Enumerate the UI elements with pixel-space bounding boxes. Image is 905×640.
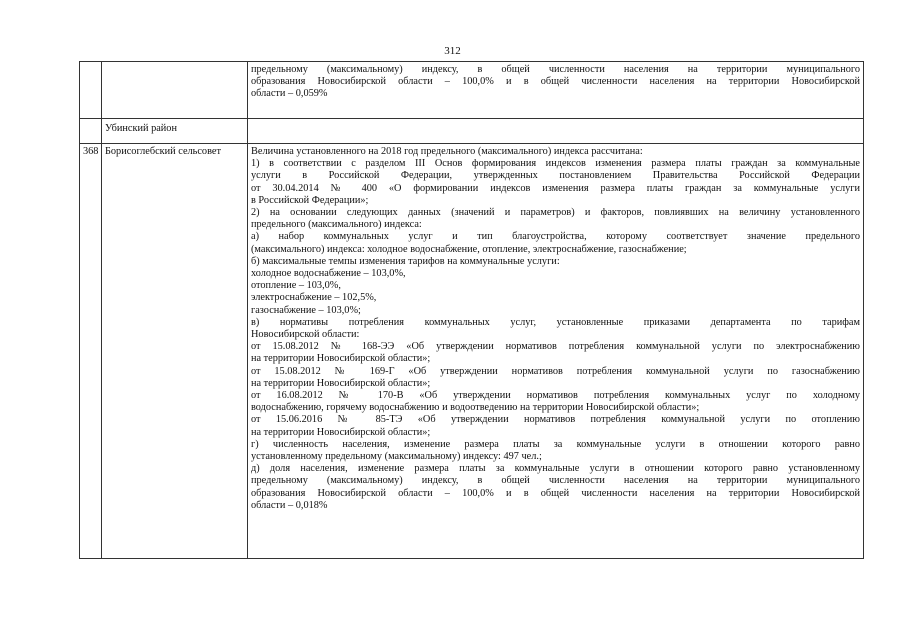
description-line: в) нормативы потребления коммунальных услуг, установленные приказами департамента по тарифам [251,316,860,328]
number-cell [80,62,102,119]
description-line: а) набор коммунальных услуг и тип благоустройства, которому соответствует значение предельного [251,231,860,243]
description-line: от 16.08.2012 № 170-В «Об утверждении нормативов потребления коммунальных услуг по холодному [251,390,860,402]
description-line: в Российской Федерации»; [251,194,369,206]
description-line: 2) на основании следующих данных (значений и параметров) и факторов, повлиявших на величину установленного [251,207,860,219]
name-cell [102,62,248,119]
description-line: Новосибирской области: [251,329,360,341]
table-row-entry [80,144,864,559]
description-cell [248,119,864,144]
description-line: на территории Новосибирской области»; [251,377,431,389]
description-line: отопление – 103,0%, [251,280,341,292]
description-line: предельному (максимальному) индексу, в общей численности населения на территории муниципального [251,64,860,75]
description-line: г) численность населения, изменение размера платы за коммунальные услуги в отношении которого равно [251,438,860,450]
index-table [79,61,864,559]
description-line: от 30.04.2014 № 400 «О формировании индексов изменения размера платы граждан за коммунальные услуги [251,182,860,194]
description-line: области – 0,059% [251,88,328,100]
row-number: 368 [80,144,102,559]
description-line: на территории Новосибирской области»; [251,353,431,365]
description-line: электроснабжение – 102,5%, [251,292,377,304]
description-line: от 15.08.2012 № 169-Г «Об утверждении нормативов потребления коммунальной услуги по газоснабжению [251,365,860,377]
description-line: Величина установленного на 2018 год предельного (максимального) индекса рассчитана: [251,146,643,157]
table-row-continuation [80,62,864,119]
description-line: газоснабжение – 103,0%; [251,304,361,316]
description-cell [248,144,864,559]
description-line: (максимального) индекса: холодное водоснабжение, отопление, электроснабжение, газоснабжение; [251,243,687,255]
description-line: области – 0,018% [251,499,328,511]
description-line: установленному предельному (максимальному) индексу: 497 чел.; [251,451,542,463]
number-cell [80,119,102,144]
district-name: Убинский район [102,119,248,144]
description-line: предельного (максимального) индекса: [251,219,422,231]
description-line: б) максимальные темпы изменения тарифов на коммунальные услуги: [251,255,560,267]
description-line: д) доля населения, изменение размера платы за коммунальные услуги в отношении которого равно установленному [251,463,860,475]
description-line: образования Новосибирской области – 100,0% и в общей численности населения на территории Новосибирской [251,487,860,499]
description-line: водоснабжению, горячему водоснабжению и водоотведению на территории Новосибирской области»; [251,402,700,414]
table-row-district [80,119,864,144]
description-line: предельному (максимальному) индексу, в общей численности населения на территории муниципального [251,475,860,487]
municipality-name: Борисоглебский сельсовет [102,144,248,559]
description-line: от 15.06.2016 № 85-ТЭ «Об утверждении нормативов потребления коммунальной услуги по отоплению [251,414,860,426]
page-number: 312 [444,45,461,57]
description-line: образования Новосибирской области – 100,0% и в общей численности населения на территории Новосибирской [251,76,860,88]
description-line: холодное водоснабжение – 103,0%, [251,268,406,280]
description-cell [248,62,864,119]
description-line: 1) в соответствии с разделом III Основ формирования индексов изменения размера платы граждан за коммунальные [251,158,860,170]
description-line: услуги в Российской Федерации, утвержденных постановлением Правительства Российской Федерации [251,170,860,182]
description-line: на территории Новосибирской области»; [251,426,431,438]
description-line: от 15.08.2012 № 168-ЭЭ «Об утверждении нормативов потребления коммунальной услуги по электроснабжению [251,341,860,353]
